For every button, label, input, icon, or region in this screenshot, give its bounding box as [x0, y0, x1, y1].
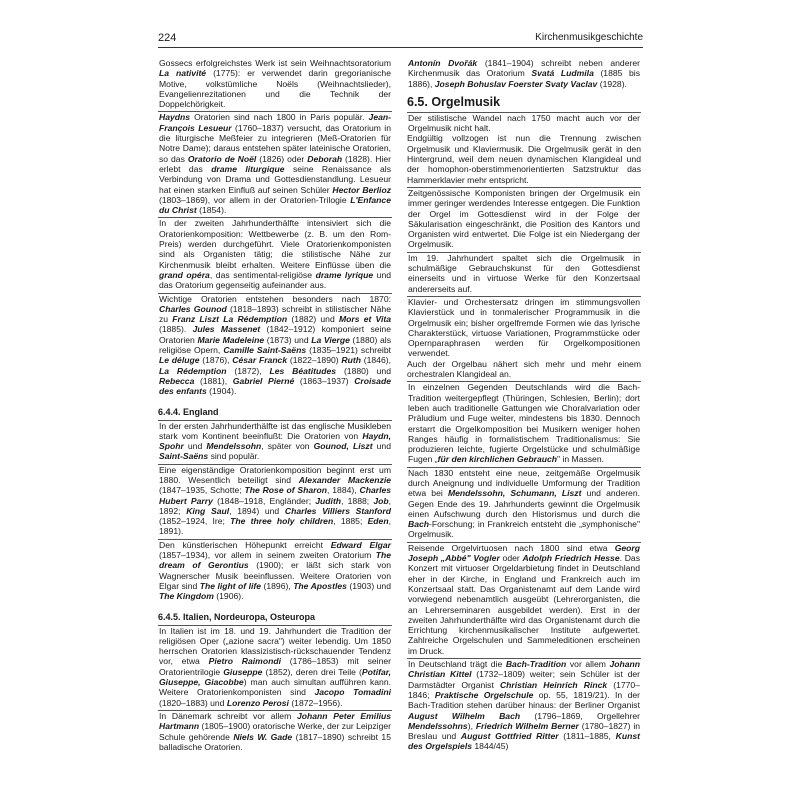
paragraph [158, 625, 392, 708]
text-run: op. 55, 1819/21). In der Bach-Tradition stehen darüber hinaus: der Berliner Organist [408, 689, 641, 711]
text-run: (1903) und [346, 580, 391, 591]
text-run: (1873) und [264, 334, 312, 345]
text-run: (1780–1827) in Breslau und [408, 720, 641, 742]
emphasis: Les Béatitudes [269, 365, 337, 376]
emphasis: Charles Gounod [159, 303, 227, 314]
section-heading-orgelmusik: 6.5. Orgelmusik [407, 94, 501, 109]
emphasis: Eden [367, 516, 389, 527]
text-run: Reisende Orgelvirtuosen nach 1800 sind etwa [408, 542, 615, 553]
emphasis: Marie Madeleine [197, 334, 265, 345]
emphasis: Mendelssohns [408, 720, 468, 731]
paragraph [407, 359, 641, 380]
text-run: (1880) und [336, 365, 391, 376]
text-run: , das sentimental-religiöse [209, 269, 316, 280]
text-run: (1857–1934), vor allem in seinem zweiten Oratorium [159, 550, 376, 561]
emphasis: Mendelssohn, Schumann, Liszt [447, 488, 582, 499]
text-run: Oratorien sind nach 1800 in Paris populär. [190, 112, 369, 123]
emphasis: drame liturgique [211, 163, 285, 174]
emphasis: Ruth [341, 355, 361, 366]
emphasis: Gabriel Pierné [232, 375, 295, 386]
text-run: , später von [261, 441, 314, 452]
text-run: (1826) oder [256, 153, 308, 164]
paragraph [407, 542, 641, 656]
page-header [158, 30, 643, 48]
emphasis: Jacopo Tomadini [314, 687, 391, 698]
left-column [158, 56, 392, 752]
text-run: Den künstlerischen Höhepunkt erreicht [159, 539, 331, 550]
text-run: Klavier- und Orchestersatz dringen im stimmungsvollen Klavierstück und in tonmalerischer Programmusik in die Orgelmusik ein; bisher orgelfremde Formen wie das lyrische Charakterstück, virtuose Variationen, Programmstücke oder Opernparaphrasen werden für Orgelkompositionen verwendet. [408, 296, 640, 359]
text-run: (1796–1869, Orgellehrer [520, 710, 640, 721]
text-run: (1896), [261, 580, 294, 591]
text-run: Auch der Orgelbau nähert sich mehr und mehr einem orchestralen Klangideal an. [407, 358, 641, 380]
emphasis: Croisade des enfants [159, 375, 391, 397]
text-run: (1805–1900) oratorische Werke, der zur Leipziger Schule gehörende [159, 721, 391, 742]
emphasis: The Apostles [293, 580, 347, 591]
emphasis: Deborah [307, 153, 343, 164]
emphasis: Antonín Dvořák [408, 58, 478, 68]
text-run: sind populär. [208, 451, 260, 462]
text-run: (1854). [196, 205, 227, 216]
text-run: (1881), [194, 375, 233, 386]
text-run: In der ersten Jahrhunderthälfte ist das englische Musikleben stark vom Kontinent beeinflußt: Die Oratorien von [159, 420, 391, 441]
section-heading-italien: 6.4.5. Italien, Nordeuropa, Osteuropa [158, 611, 316, 622]
emphasis: Le déluge [159, 355, 200, 366]
text-run: (1732–1809) weiter; sein Schüler ist der Darmstädter Organist [408, 669, 641, 690]
emphasis: Camille Saint-Saëns [223, 345, 307, 356]
emphasis: Alexander Mackenzie [298, 474, 391, 485]
paragraph [158, 58, 392, 109]
paragraph [158, 464, 392, 537]
emphasis: La nativité [159, 68, 207, 79]
text-run: (1885 bis 1886), [408, 68, 640, 89]
paragraph [407, 112, 641, 134]
text-run: In Italien ist im 18. und 19. Jahrhundert die Tradition der religiösen Oper („azione sacra") weiter lebendig. Um 1850 herrschen Oratorien klassizistisch-rückschauender Tendenz vor, etwa [159, 625, 391, 667]
emphasis: L'Enfance du Christ [159, 194, 391, 216]
emphasis: August Gottfried Ritter [460, 731, 559, 742]
emphasis: Kunst des Orgelspiels [408, 731, 640, 752]
emphasis: Lorenzo Perosi [226, 697, 289, 708]
paragraph [407, 252, 641, 294]
text-run: 1844/45) [472, 741, 509, 752]
text-run: , 1888; [341, 495, 374, 506]
text-run: und [183, 441, 207, 452]
text-run: , 1884), [327, 485, 360, 496]
text-run: (1841–1904) schreibt neben anderer Kirchenmusik das Oratorium [408, 58, 640, 79]
text-run: (1770–1846; [408, 679, 640, 700]
text-run: und [372, 441, 391, 452]
text-run: ), [467, 720, 476, 731]
text-run: (1818–1893) schreibt in stilistischer Nähe zu [159, 303, 391, 325]
text-run: ) man auch simultan aufführen kann. Weitere Oratorienkomponisten sind [159, 677, 391, 698]
emphasis: La Rédemption [159, 365, 227, 376]
text-run: (1852–1924, Ire; [159, 516, 231, 527]
emphasis: Charles Hubert Parry [159, 485, 392, 506]
text-run: (1872), [226, 365, 270, 376]
text-run: (1760–1837) versucht, das Oratorium in die liturgische Meßfeier zu integrieren (Meß-Oratorien für Notre Dame); daraus entstehen später lateinische Oratorien, so das [159, 122, 391, 164]
emphasis: King Saul [186, 505, 230, 516]
text-run: Gossecs erfolgreichstes Werk ist sein Weihnachtsoratorium [159, 58, 391, 68]
paragraph [407, 381, 641, 464]
text-run: (1928). [597, 78, 627, 89]
emphasis: Bach [408, 519, 430, 530]
emphasis: Johann Christian Kittel [408, 659, 641, 680]
emphasis: The light of life [199, 580, 262, 591]
text-run: (1885). [159, 324, 193, 335]
text-run: (1852), deren drei Teile ( [262, 666, 362, 677]
emphasis: Niels W. Gade [233, 731, 293, 742]
right-column [407, 56, 641, 752]
text-run: (1882) und [287, 314, 339, 325]
text-run: vor allem [566, 659, 610, 670]
text-run: (1842–1912) komponiert seine Oratorien [159, 324, 391, 345]
paragraph [407, 187, 641, 250]
text-run: oder [499, 553, 523, 564]
text-run: (1904). [206, 386, 237, 397]
header-rule [158, 47, 643, 48]
emphasis: grand opéra [159, 269, 210, 280]
text-run: , 1894) und [229, 505, 285, 516]
emphasis: Edward Elgar [330, 539, 391, 550]
emphasis: Haydns [159, 112, 191, 123]
text-run: (1876), [199, 355, 233, 366]
text-run: (1775): er verwendet darin gregorianische Motive, volkstümliche Noëls (Weihnachtslieder), Evangelienrezitationen und die Technik der Doppelchörigkeit. [159, 68, 391, 110]
emphasis: Jules Massenet [192, 324, 261, 335]
text-run: (1863–1937) [294, 375, 355, 386]
emphasis: Bach-Tradition [505, 659, 567, 670]
paragraph [407, 658, 641, 752]
text-run: " in Massen. [557, 454, 605, 465]
emphasis: für den kirchlichen Gebrauch [437, 454, 558, 465]
paragraph [407, 133, 641, 184]
emphasis: Christian Heinrich Rinck [499, 679, 608, 690]
page-number: 224 [158, 32, 177, 44]
emphasis: La Vierge [311, 334, 350, 345]
text-run: (1822–1890) [287, 355, 342, 366]
text-run: (1820–1883) und [159, 697, 227, 708]
paragraph [158, 420, 392, 462]
emphasis: Gounod, Liszt [313, 441, 373, 452]
text-run: seine Renaissance als Verbindung von Drama und Gottesdienstandlung. Lesueur hat einen starken Einfluß auf seinen Schüler [159, 163, 391, 195]
emphasis: drame lyrique [315, 269, 374, 280]
text-run: Zeitgenössische Komponisten bringen der Orgelmusik ein immer geringer werdendes Interesse entgegen. Die Funktion der Orgel im Gottesdienst wird in der Folge der Säkularisation eingeschränkt, die Position des Kantors und Organisten wird entwertet. Die Folge ist ein Niedergang der Orgelmusik. [408, 187, 640, 250]
paragraph [158, 217, 392, 290]
text-run: In der zweiten Jahrhunderthälfte intensiviert sich die Oratorienkomposition: Wettbewerbe (z. B. um den Rom-Preis) werden durchgeführt. Viele Oratorienkomponisten sind als Organisten tätig; die stilistische Nähe zur Kirchenmusik bleibt erhalten. Weitere Einflüsse üben die [159, 218, 391, 270]
text-run: (1880) als religiöse Opern, [159, 334, 392, 356]
emphasis: Friedrich Wilhelm Berner [475, 720, 579, 731]
text-run: , 1891). [159, 516, 391, 537]
emphasis: Oratorio de Noël [187, 153, 257, 164]
text-run: (1811–1885, [558, 731, 616, 742]
section-heading-england: 6.4.4. England [158, 406, 219, 417]
text-run: Der stilistische Wandel nach 1750 macht auch vor der Orgelmusik nicht halt. [408, 112, 640, 134]
text-run: (1786–1853) mit seiner Oratorientrilogie [159, 656, 392, 677]
emphasis: Svatá Ludmila [531, 68, 594, 79]
paragraph [407, 58, 641, 89]
emphasis: Adolph Friedrich Hesse [522, 553, 620, 564]
emphasis: Hector Berlioz [332, 184, 391, 195]
text-run: In Deutschland trägt die [408, 659, 506, 670]
text-run: (1803–1869), vor allem in der Oratorien-Trilogie [159, 194, 351, 205]
text-run: (1828). Hier erlebt das [159, 153, 391, 174]
emphasis: Haydn, Spohr [159, 430, 391, 452]
paragraph [158, 539, 392, 602]
text-run: und anderen. Gegen Ende des 19. Jahrhunderts gewinnt die Orgelmusik einen Aufschwung durch den Historismus und durch die [408, 488, 641, 519]
emphasis: The Rose of Sharon [244, 485, 328, 496]
emphasis: Potifar, Giuseppe, Giacobbe [159, 666, 391, 688]
paragraph [158, 293, 392, 397]
emphasis: Pietro Raimondi [208, 656, 281, 667]
emphasis: Rebecca [159, 375, 195, 386]
text-run: (1846), [360, 355, 391, 366]
text-run: Wichtige Oratorien entstehen besonders nach 1870: [159, 293, 391, 304]
emphasis: Johann Peter Emilius Hartmann [159, 710, 391, 732]
text-run: Eine eigenständige Oratorienkomposition beginnt erst um 1880. Wesentlich beteiligt sind [159, 464, 391, 485]
paragraph [158, 710, 392, 752]
emphasis: The three holy children [230, 516, 334, 527]
emphasis: Praktische Orgelschule [434, 689, 534, 700]
paragraph [407, 467, 641, 540]
text-run: , 1885; [333, 516, 368, 527]
text-run: (1835–1921) schreibt [306, 345, 391, 356]
emphasis: The dream of Gerontius [159, 550, 391, 571]
text-run: Endgültig vollzogen ist nun die Trennung zwischen Orgelmusik und Klaviermusik. Die Orgelmusik gerät in den Hintergrund, weil dem neuen dynamischen Klangideal und der homophon-oberstimmenorientierten Satzstruktur das Hammerklavier mehr entspricht. [407, 133, 641, 185]
emphasis: August Wilhelm Bach [408, 710, 521, 721]
text-run: -Forschung; in Frankreich entsteht die „symphonische" Orgelmusik. [408, 519, 640, 540]
running-title: Kirchenmusikgeschichte [535, 32, 643, 43]
emphasis: Charles Villiers Stanford [284, 505, 391, 516]
emphasis: Job [373, 495, 389, 506]
text-run: . Das Konzert mit virtuoser Orgeldarbietung findet in Deutschland eher in der Kirche, in England und Frankreich auch im Konzertsaal statt. Das Organistenamt auf dem Lande wird vorwiegend nebenamtlich ausgeübt (Lehrerorganisten, die an Lehrerseminaren ausgebildet werden). Erst in der zweiten Jahrhunderthälfte wird das Organistenamt durch die Errichtung kirchenmusikalischer Institute aufgewertet. Zahlreiche Orgelschulen und Sammeleditionen erscheinen im Druck. [408, 553, 641, 656]
emphasis: César Franck [232, 355, 288, 366]
text-run: (1872–1956). [288, 697, 343, 708]
text-run: Nach 1830 entsteht eine neue, zeitgemäße Orgelmusik durch Aneignung und individuelle Umformung der Tradition etwa bei [408, 467, 640, 499]
text-run: In einzelnen Gegenden Deutschlands wird die Bach-Tradition weitergepflegt (Thüringen, Schlesien, Berlin); dort leben auch traditionelle Gattungen wie Choralvariation oder Präludium und Fuge weiter, mindestens bis 1830. Dennoch erstarrt die Orgelkomposition bei Musikern weniger hohen Ranges häufig in formalistischem Traditionalismus: Sie produzieren leichte, fugierte Orgelstücke und schulmäßige Fugen „ [408, 382, 640, 465]
emphasis: Saint-Saëns [159, 451, 209, 462]
text-run: (1847–1935, Schotte; [159, 485, 245, 496]
emphasis: Franz Liszt La Rédemption [172, 314, 288, 325]
paragraph [158, 111, 392, 215]
emphasis: The Kingdom [159, 591, 214, 602]
emphasis: Jean-François Lesueur [159, 112, 391, 133]
emphasis: Judith [315, 495, 342, 506]
paragraph [407, 296, 641, 359]
emphasis: Joseph Bohuslav Foerster Svaty Vaclav [434, 78, 598, 89]
text-run: In Dänemark schreibt vor allem [159, 710, 297, 721]
emphasis: Mors et Vita [338, 314, 391, 325]
text-run: , 1892; [159, 495, 392, 516]
emphasis: Mendelssohn [206, 441, 262, 452]
text-run: (1906). [213, 591, 244, 602]
text-run: (1817–1890) schreibt 15 balladische Oratorien. [159, 731, 391, 752]
text-run: (1900); er läßt sich stark von Wagnerscher Musik beeinflussen. Weitere Oratorien von Elgar sind [159, 560, 391, 591]
text-run: Im 19. Jahrhundert spaltet sich die Orgelmusik in schulmäßige Gebrauchskunst für den Gottesdienst einerseits und in virtuose Werke für den Konzertsaal andererseits auf. [408, 252, 640, 294]
text-run: (1848–1918, Engländer; [212, 495, 316, 506]
text-run: und das Oratorium gegenseitig aufeinander aus. [159, 269, 392, 291]
emphasis: Giuseppe [223, 666, 263, 677]
emphasis: Georg Joseph „Abbé" Vogler [408, 542, 640, 564]
